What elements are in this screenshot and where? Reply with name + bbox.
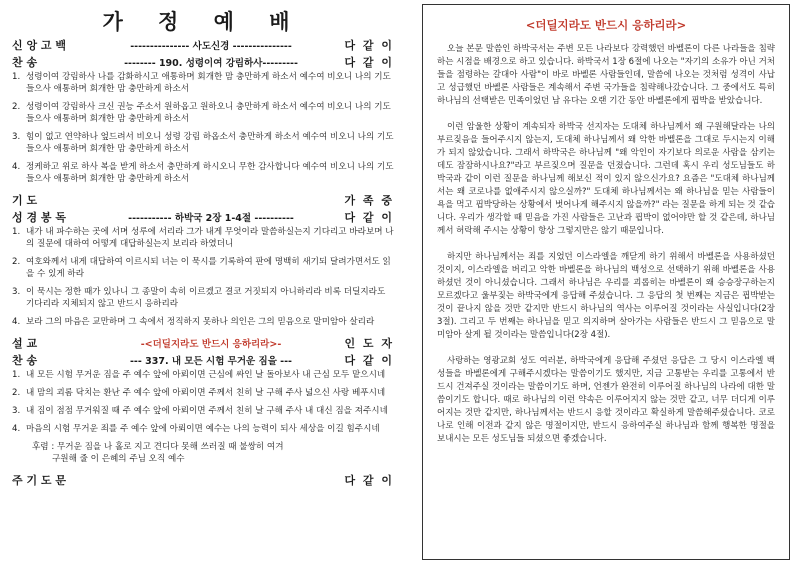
sermon-panel: [422, 4, 790, 560]
verse-item: [12, 369, 394, 381]
row-label: 찬 송: [12, 353, 38, 367]
verse-item: [12, 131, 394, 155]
row-label: 성 경 봉 독: [12, 210, 66, 224]
order-row-prayer: [12, 191, 394, 208]
row-label: 신 앙 고 백: [12, 38, 66, 52]
order-row-sermon: [12, 334, 394, 351]
hymn-refrain: [32, 441, 394, 465]
refrain-line: 후렴 : 무거운 짐을 나 홀로 지고 견디다 못해 쓰러질 때 불쌍히 여겨: [32, 442, 284, 452]
row-leader: 다 같 이: [344, 210, 394, 224]
verse-text: 내가 내 파수하는 곳에 서며 성루에 서리라 그가 내게 무엇이라 말씀하실는지 기다리고 바라보며 나의 질문에 대하여 어떻게 대답하실는지 보리라 하였더니: [26, 227, 394, 249]
row-leader: 가 족 중: [344, 193, 394, 207]
row-label: 주 기 도 문: [12, 473, 66, 487]
verse-text: 내 맘의 괴롬 닥치는 환난 주 예수 앞에 아뢰이면 주께서 친히 날 구해 주사 넓으신 사랑 베푸시네: [26, 388, 386, 398]
verse-text: 성령이여 강림하사 나를 감화하시고 애통하며 회개한 맘 충만하게 하소서 예수여 비오니 나의 기도 들으사 애통하며 회개한 맘 충만하게 하소서: [26, 72, 391, 94]
row-middle: -------- 190. 성령이여 강림하사---------: [124, 57, 298, 69]
verse-item: [12, 226, 394, 250]
row-middle: ----------- 하박국 2장 1-4절 ----------: [128, 212, 294, 224]
sermon-title: -<더딜지라도 반드시 응하리라>-: [140, 338, 282, 350]
verse-number: 3.: [12, 406, 21, 416]
verse-number: 2.: [12, 102, 21, 112]
sermon-heading: <더딜지라도 반드시 응하리라>: [525, 18, 687, 32]
verse-item: [12, 423, 394, 435]
verse-text: 여호와께서 내게 대답하여 이르시되 너는 이 묵시를 기록하여 판에 명백히 새기되 달려가면서도 읽을 수 있게 하라: [26, 257, 391, 279]
order-row-lords-prayer: [12, 471, 394, 488]
row-leader: 다 같 이: [344, 55, 394, 69]
verse-text: 성령이여 강림하사 크신 권능 주소서 원하옵고 원하오니 충만하게 하소서 예수여 비오니 나의 기도 들으사 애통하며 회개한 맘 충만하게 하소서: [26, 102, 391, 124]
row-leader: 인 도 자: [344, 336, 394, 350]
row-label: 찬 송: [12, 55, 38, 69]
row-label: 기 도: [12, 193, 38, 207]
verse-item: [12, 316, 394, 328]
row-leader: 다 같 이: [344, 38, 394, 52]
verse-number: 1.: [12, 72, 21, 82]
row-leader: 다 같 이: [344, 353, 394, 367]
sermon-paragraph: 이런 암울한 상황이 계속되자 하박국 선지자는 도대체 하나님께서 왜 구원해달라는 나의 부르짖음을 들어주시지 않는지, 도대체 하나님께서 왜 악한 바벨론을 그대로 두시는지 이해가 되지 않았습니다. 그래서 하박국은 하나님께 "왜 악인이 자기보다 의로운 사람을 삼키는데도 잠잠하시나요?"라고 부르짖으며 질문을 던졌습니다. 그런데 혹시 우리 성도님들도 하박국과 같이 이런 질문을 하나님께 해보신 적이 있지 않으신가요? 요즘은 "도대체 하나님께서는 왜 코로나를 없애주시지 않으실까?" 도대체 하나님께서는 왜 하나님을 믿는 사람들이 욕을 먹고 핍박당하는 상황에서 벗어나게 해주시지 않을까?" 라는 질문을 하게 되는 것 같습니다. 우리가 생각할 때 믿음을 가진 사람들은 고난과 핍박이 없어야만 할 것 같은데, 하나님께서 허락해 주시는 상황이 항상 그렇지만은 않기 때문입니다.: [437, 122, 775, 236]
row-middle: --- 337. 내 모든 시험 무거운 짐을 ---: [129, 355, 293, 367]
verse-item: [12, 405, 394, 417]
order-row-reading: [12, 208, 394, 225]
order-row-hymn1: [12, 53, 394, 70]
verse-text: 정케하고 위로 하사 복을 받게 하소서 충만하게 하시오니 무한 감사합니다 예수여 비오니 나의 기도 들으사 애통하며 회개한 맘 충만하게 하소서: [26, 162, 394, 184]
row-label: 설 교: [12, 336, 38, 350]
row-middle: --------------- 사도신경 ---------------: [130, 40, 292, 52]
verse-item: [12, 161, 394, 185]
verse-item: [12, 256, 394, 280]
hymn2-verses: [12, 369, 394, 435]
verse-item: [12, 286, 394, 310]
verse-number: 1.: [12, 227, 21, 237]
verse-number: 2.: [12, 257, 21, 267]
refrain-line: 구원해 줄 이 은혜의 주님 오직 예수: [52, 454, 185, 464]
order-row-confession: [12, 36, 394, 53]
verse-text: 이 묵시는 정한 때가 있나니 그 종말이 속히 이르겠고 결코 거짓되지 아니하리라 비록 더딜지라도 기다리라 지체되지 않고 반드시 응하리라: [26, 287, 386, 309]
verse-number: 3.: [12, 287, 21, 297]
verse-item: [12, 101, 394, 125]
order-row-hymn2: [12, 351, 394, 368]
verse-number: 4.: [12, 424, 21, 434]
verse-item: [12, 387, 394, 399]
verse-number: 4.: [12, 317, 21, 327]
verse-text: 내 짐이 점점 무거워질 때 주 예수 앞에 아뢰이면 주께서 친히 날 구해 주사 내 대신 짐을 져주시네: [26, 406, 388, 416]
verse-item: [12, 71, 394, 95]
sermon-paragraph: 사랑하는 영광교회 성도 여러분, 하박국에게 응답해 주셨던 응답은 그 당시 이스라엘 백성들을 바벨론에게 구해주시겠다는 말씀이기도 했지만, 지금 고통받는 우리를 고통에서 반드시 건져주실 것이라는 말씀이기도 하며, 언젠가 완전히 이루어질 하나님의 나라에 대한 말씀이기도 합니다. 때로 하나님의 이런 약속은 이루어지지 않는 것만 같고, 너무 더디게 이루어지는 것만 같지만, 하나님께서는 반드시 응할 것이라고 확실하게 말씀해주셨습니다. 코로나로 인해 이전과 같지 않은 명절이지만, 반드시 응하여주실 하나님과 함께 행복한 명절을 보내시는 모든 성도님들 되셨으면 좋겠습니다.: [437, 356, 775, 444]
verse-text: 마음의 시험 무거운 죄를 주 예수 앞에 아뢰이면 예수는 나의 능력이 되사 세상을 이길 힘주시네: [26, 424, 380, 434]
verse-text: 내 모든 시험 무거운 짐을 주 예수 앞에 아뢰이면 근심에 싸인 날 돌아보사 내 근심 모두 맡으시네: [26, 370, 386, 380]
verse-number: 3.: [12, 132, 21, 142]
page-title: 가 정 예 배: [102, 10, 304, 34]
row-leader: 다 같 이: [344, 473, 394, 487]
verse-number: 2.: [12, 388, 21, 398]
verse-text: 힘이 없고 연약하나 엎드려서 비오니 성령 강림 하옵소서 충만하게 하소서 예수여 비오니 나의 기도 들으사 애통하며 회개한 맘 충만하게 하소서: [26, 132, 394, 154]
verse-number: 4.: [12, 162, 21, 172]
hymn1-verses: [12, 71, 394, 185]
verse-text: 보라 그의 마음은 교만하며 그 속에서 정직하지 못하나 의인은 그의 믿음으로 말미암아 살리라: [26, 317, 375, 327]
verse-number: 1.: [12, 370, 21, 380]
worship-order-panel: [12, 0, 394, 566]
sermon-paragraph: 하지만 하나님께서는 죄를 지었던 이스라엘을 깨닫게 하기 위해서 바벨론을 사용하셨던 것이지, 이스라엘을 버리고 악한 바벨론을 하나님의 백성으로 선택하기 위해 바벨론을 사용하셨던 것이 아니셨습니다. 그래서 하나님은 우리를 괴롭히는 바벨론이 왜 승승장구하는지 모르겠다고 울부짖는 하박국에게 응답해 주셨습니다. 그 응답의 첫 번째는 지금은 핍박받는 것이 끝나지 않을 것만 같지만 반드시 하나님의 역사는 이루어질 것이라는 사실입니다(2장 3절). 그리고 두 번째는 하나님을 믿고 의지하며 살아가는 사람들은 반드시 그 믿음으로 말미암아 살게 될 것이라는 말씀입니다(2장 4절).: [437, 252, 775, 340]
sermon-paragraph: 오늘 본문 말씀인 하박국서는 주변 모든 나라보다 강력했던 바벨론이 다른 나라들을 침략하는 시점을 배경으로 하고 있습니다. 하박국서 1장 6절에 나오는 "자기의 소유가 아닌 거처들을 점령하는 갈대아 사람"이 바로 바벨론 사람들인데, 말씀에 나오는 것처럼 성격이 사납고 성급했던 바벨론 사람들은 계속해서 주변 국가들을 침략해나갔습니다. 그 중에서도 특히 하나님의 선택받은 민족이었던 남 유다는 오랜 기간 동안 바벨론에게 핍박을 받았습니다.: [437, 44, 775, 106]
reading-verses: [12, 226, 394, 328]
